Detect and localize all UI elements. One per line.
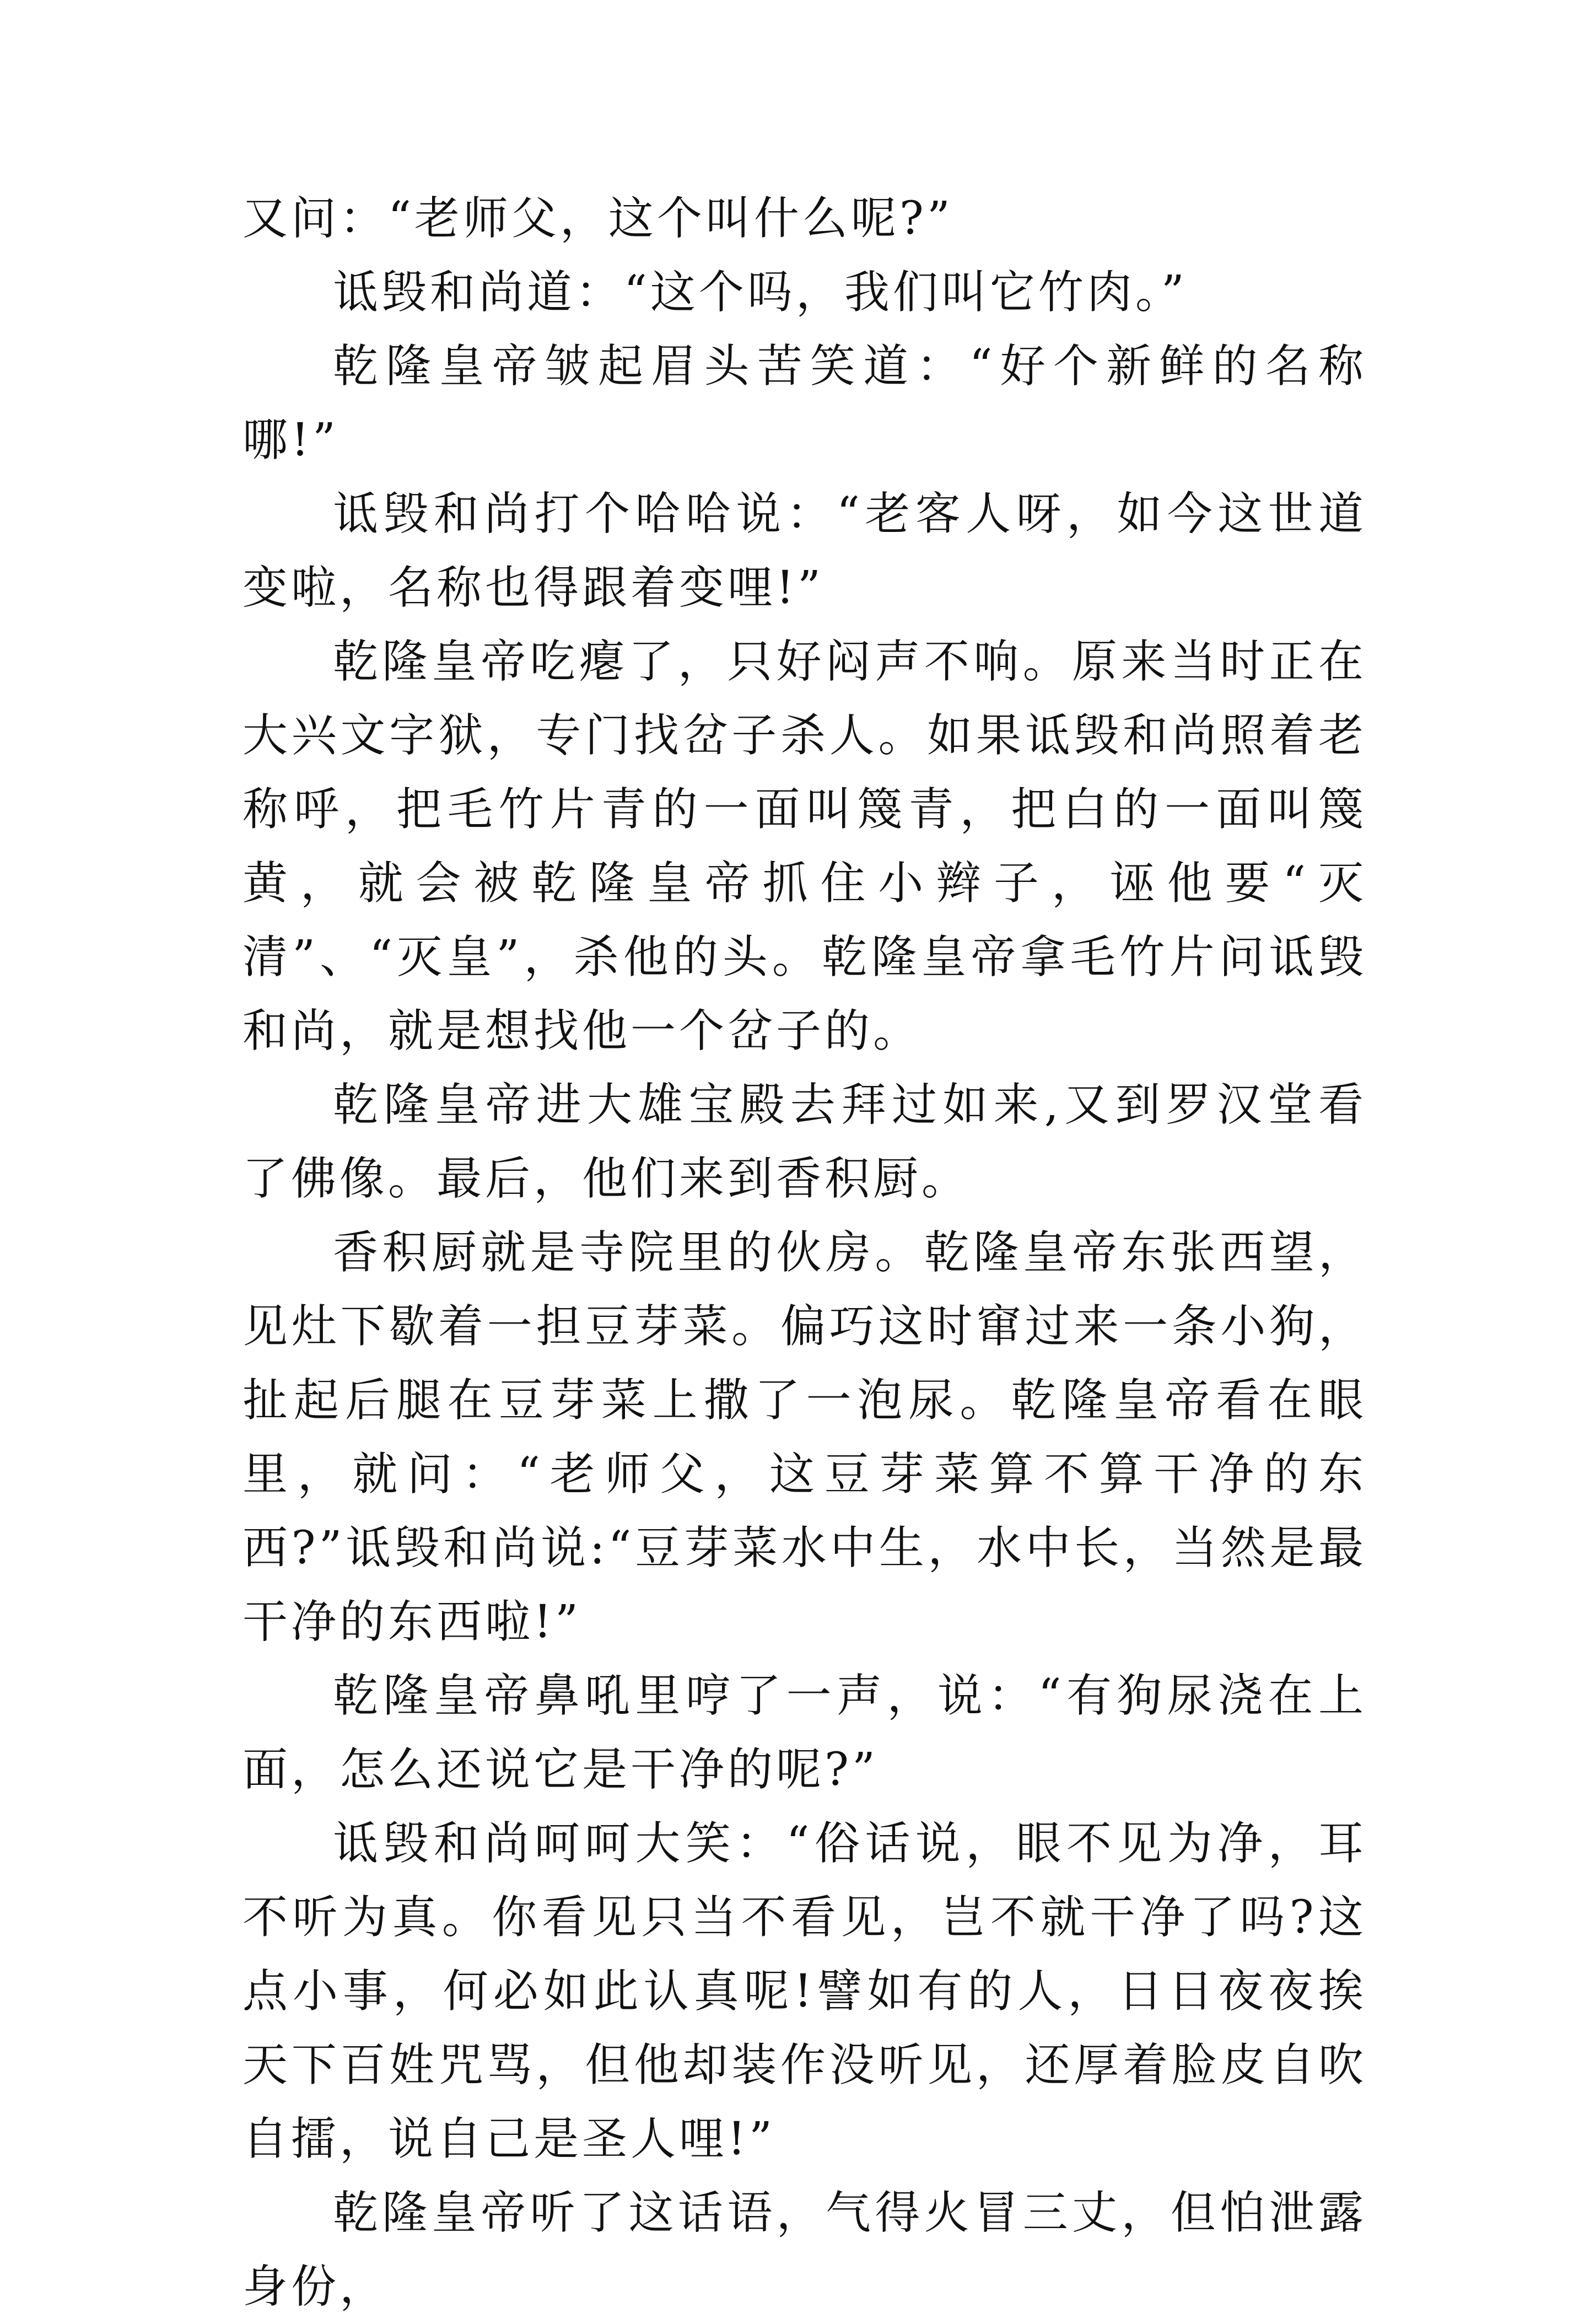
paragraph-10: 乾隆皇帝听了这话语，气得火冒三丈，但怕泄露身份， xyxy=(243,2187,1367,2313)
paragraph-4: 诋毁和尚打个哈哈说：“老客人呀，如今这世道变啦，名称也得跟着变哩!” xyxy=(243,488,1367,614)
paragraph-7: 香积厨就是寺院里的伙房。乾隆皇帝东张西望，见灶下歇着一担豆芽菜。偏巧这时窜过来一条小狗，扯起后腿在豆芽菜上撒了一泡尿。乾隆皇帝看在眼里，就问：“老师父，这豆芽菜算不算干净的东西?”诋毁和尚说:“豆芽菜水中生，水中长，当然是最干净的东西啦!” xyxy=(243,1226,1367,1648)
paragraph-8: 乾隆皇帝鼻吼里哼了一声，说：“有狗尿浇在上面，怎么还说它是干净的呢?” xyxy=(243,1670,1367,1796)
paragraph-2: 诋毁和尚道：“这个吗，我们叫它竹肉。” xyxy=(333,266,1188,319)
paragraph-1: 又问：“老师父，这个叫什么呢?” xyxy=(243,192,953,245)
paragraph-6: 乾隆皇帝进大雄宝殿去拜过如来,又到罗汉堂看了佛像。最后，他们来到香积厨。 xyxy=(243,1079,1367,1205)
body-text xyxy=(243,182,1367,2324)
paragraph-5: 乾隆皇帝吃瘪了，只好闷声不响。原来当时正在大兴文字狱，专门找岔子杀人。如果诋毁和尚照着老称呼，把毛竹片青的一面叫篾青，把白的一面叫篾黄，就会被乾隆皇帝抓住小辫子，诬他要“灭清”、“灭皇”，杀他的头。乾隆皇帝拿毛竹片问诋毁和尚，就是想找他一个岔子的。 xyxy=(243,636,1367,1057)
paragraph-9: 诋毁和尚呵呵大笑：“俗话说，眼不见为净，耳不听为真。你看见只当不看见，岂不就干净了吗?这点小事，何必如此认真呢!譬如有的人，日日夜夜挨天下百姓咒骂，但他却装作没听见，还厚着脸皮自吹自擂，说自己是圣人哩!” xyxy=(243,1817,1367,2165)
paragraph-3: 乾隆皇帝皱起眉头苦笑道：“好个新鲜的名称哪!” xyxy=(243,340,1367,466)
